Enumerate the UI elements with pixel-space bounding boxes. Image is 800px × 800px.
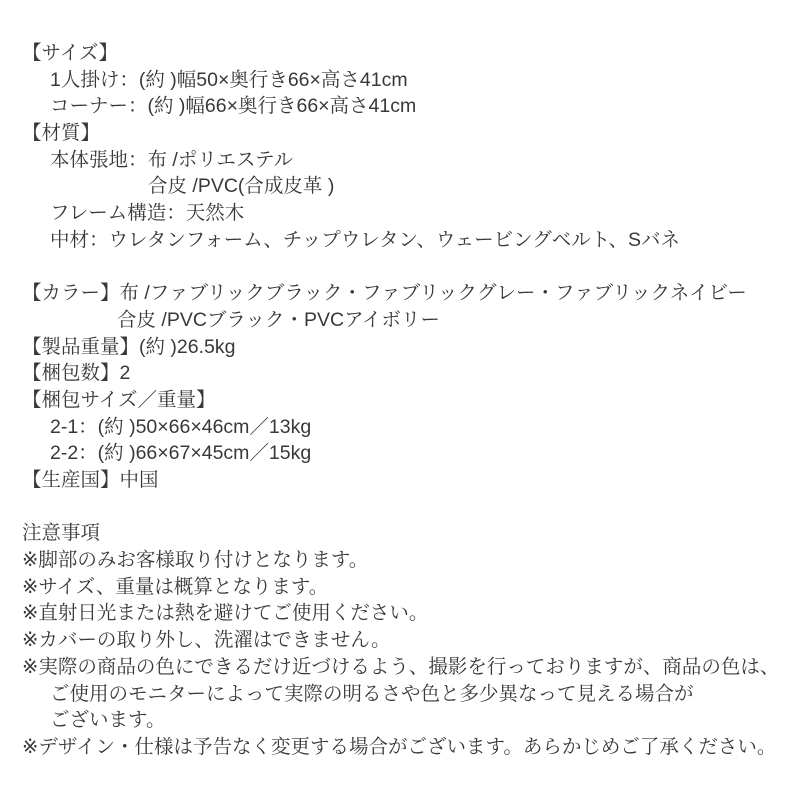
line-material-upholstery-pvc: 合皮 /PVC(合成皮革 ) [148, 175, 335, 198]
line-material-filling: 中材：ウレタンフォーム、チップウレタン、ウェービングベルト、Sバネ [50, 228, 680, 251]
line-size-corner: コーナー：(約 )幅66×奥行き66×高さ41cm [50, 95, 417, 118]
note-cover-not-washable: ※カバーの取り外し、洗濯はできません。 [22, 629, 391, 652]
line-package-2: 2-2：(約 )66×67×45cm／15kg [50, 442, 312, 465]
line-size-single-seat: 1人掛け：(約 )幅50×奥行き66×高さ41cm [50, 68, 408, 91]
line-color-pvc: 合皮 /PVCブラック・PVCアイボリー [117, 308, 440, 331]
note-color-difference-2: ご使用のモニターによって実際の明るさや色と多少異なって見える場合が [50, 682, 694, 705]
note-approximate-size: ※サイズ、重量は概算となります。 [22, 575, 329, 598]
line-package-size-heading: 【梱包サイズ／重量】 [22, 388, 216, 411]
line-country-of-origin: 【生産国】中国 [22, 469, 159, 491]
line-package-count: 【梱包数】2 [22, 362, 131, 385]
spec-section [22, 40, 800, 494]
line-size-heading: 【サイズ】 [22, 42, 118, 64]
note-color-difference-3: ございます。 [50, 709, 166, 732]
line-package-1: 2-1：(約 )50×66×46cm／13kg [50, 415, 312, 438]
note-design-change: ※デザイン・仕様は予告なく変更する場合がございます。あらかじめご了承ください。 [22, 735, 777, 758]
line-material-frame: フレーム構造：天然木 [50, 202, 245, 225]
line-product-weight: 【製品重量】(約 )26.5kg [22, 335, 236, 358]
notes-section [22, 520, 800, 760]
line-color-fabric: 【カラー】布 /ファブリックブラック・ファブリックグレー・ファブリックネイビー [22, 282, 747, 305]
note-leg-assembly: ※脚部のみお客様取り付けとなります。 [22, 549, 369, 572]
note-color-difference-1: ※実際の商品の色にできるだけ近づけるよう、撮影を行っておりますが、商品の色は、 [22, 655, 780, 678]
line-material-heading: 【材質】 [22, 122, 101, 145]
line-material-upholstery-fabric: 本体張地：布 /ポリエステル [50, 148, 294, 171]
note-avoid-sunlight: ※直射日光または熱を避けてご使用ください。 [22, 602, 429, 625]
notes-heading: 注意事項 [22, 522, 101, 545]
